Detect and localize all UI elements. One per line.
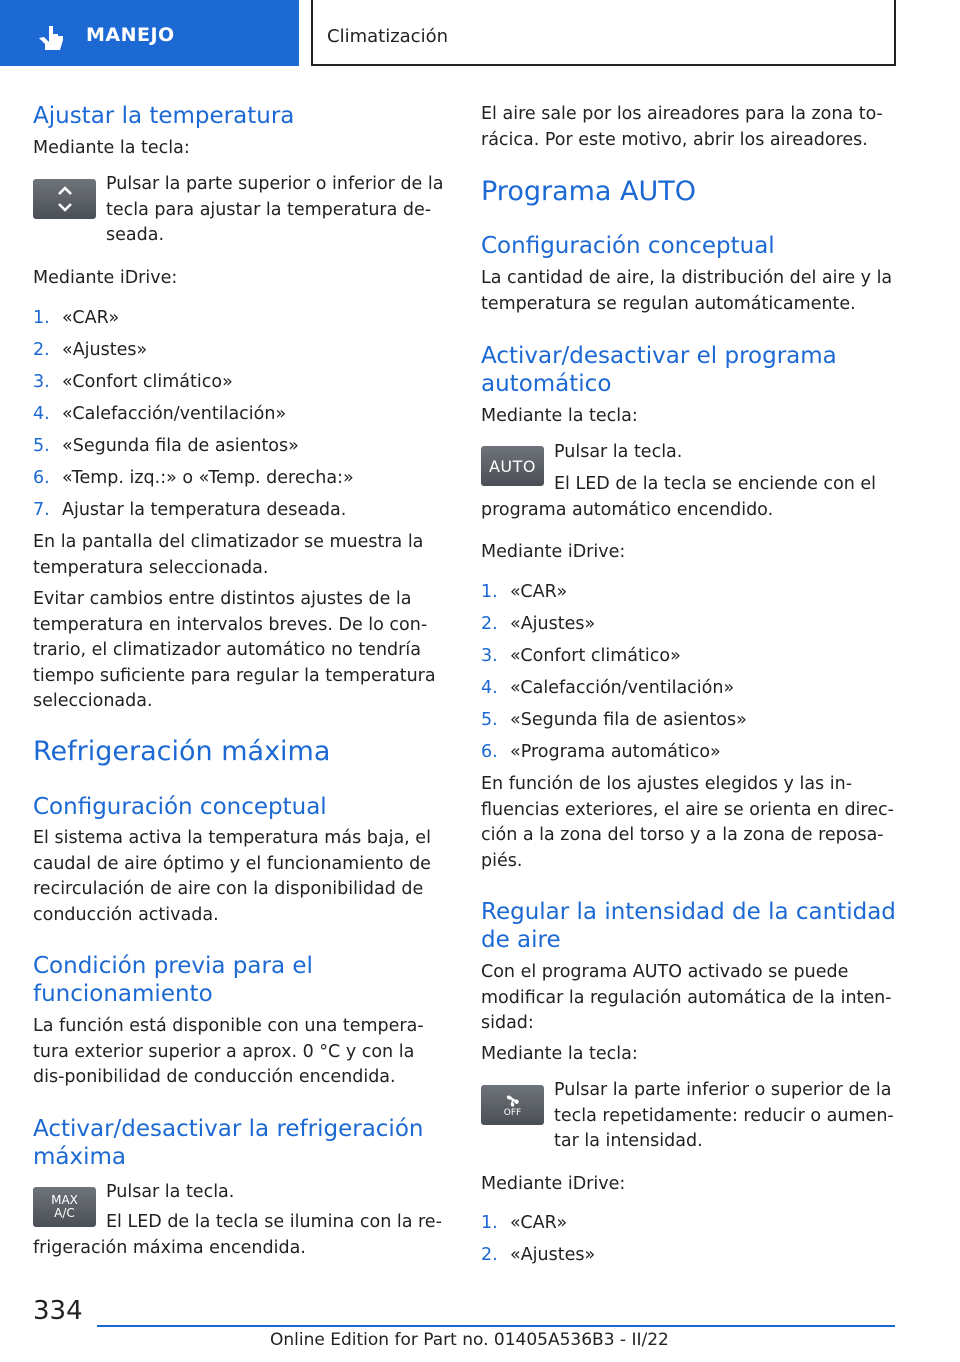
max-ac-text-1: Pulsar la tecla. bbox=[106, 1182, 235, 1202]
list-item: 4. «Calefacción/ventilación» bbox=[33, 404, 287, 424]
heading-refrigeracion: Refrigeración máxima bbox=[33, 736, 331, 767]
text-cantidad: La cantidad de aire, la distribución del aire y la temperatura se regulan automáticamente. bbox=[481, 268, 893, 314]
footer-edition: Online Edition for Part no. 01405A536B3 - II/22 bbox=[270, 1330, 669, 1350]
chapter-title: Climatización bbox=[327, 26, 448, 47]
text-pantalla: En la pantalla del climatizador se muestra la temperatura seleccionada. bbox=[33, 532, 424, 578]
text-mediante-tecla: Mediante la tecla: bbox=[33, 138, 190, 158]
heading-activar-refrig: Activar/desactivar la refrigeración máxima bbox=[33, 1116, 424, 1170]
text-funcion-disponible: La función está disponible con una tempera‐tura exterior superior a aprox. 0 °C y con la dis‐ponibilidad de conducción encendida. bbox=[33, 1016, 424, 1087]
heading-ajustar: Ajustar la temperatura bbox=[33, 103, 295, 129]
list-item: 2. «Ajustes» bbox=[33, 340, 148, 360]
list-item: 6. «Programa automático» bbox=[481, 742, 721, 762]
auto-key-icon: AUTO bbox=[481, 446, 544, 486]
text-mediante-tecla-fan: Mediante la tecla: bbox=[481, 1044, 638, 1064]
steps-list-auto bbox=[481, 580, 896, 772]
temperature-rocker-icon bbox=[33, 179, 96, 219]
temperature-key-row bbox=[33, 172, 448, 252]
steps-list-fan bbox=[481, 1211, 896, 1275]
max-ac-text-2: El LED de la tecla se ilumina con la re‐frigeración máxima encendida. bbox=[33, 1212, 442, 1258]
heading-programa-auto: Programa AUTO bbox=[481, 176, 697, 207]
list-item: 4. «Calefacción/ventilación» bbox=[481, 678, 735, 698]
heading-config-refrig: Configuración conceptual bbox=[33, 794, 327, 820]
steps-list-temperature bbox=[33, 306, 448, 530]
auto-text-1: Pulsar la tecla. bbox=[554, 442, 683, 462]
temperature-key-text: Pulsar la parte superior o inferior de la tecla para ajustar la temperatura de‐seada. bbox=[106, 174, 444, 245]
list-item: 5. «Segunda fila de asientos» bbox=[481, 710, 747, 730]
list-item: 6. «Temp. izq.:» o «Temp. derecha:» bbox=[33, 468, 354, 488]
section-title: MANEJO bbox=[86, 24, 175, 46]
text-evitar: Evitar cambios entre distintos ajustes de la temperatura en intervalos breves. De lo con‐trario, el climatizador automático no tendría tiempo suficiente para regular la temperatura seleccionada. bbox=[33, 589, 436, 711]
text-con-programa: Con el programa AUTO activado se puede modificar la regulación automática de la inten‐sidad: bbox=[481, 962, 892, 1033]
page-number: 334 bbox=[33, 1296, 83, 1326]
fan-key-row bbox=[481, 1078, 896, 1158]
heading-regular: Regular la intensidad de la cantidad de aire bbox=[481, 899, 896, 953]
heading-condicion: Condición previa para el funcionamiento bbox=[33, 953, 313, 1007]
fan-off-key-icon: OFF bbox=[481, 1085, 544, 1125]
heading-config-auto: Configuración conceptual bbox=[481, 233, 775, 259]
list-item: 3. «Confort climático» bbox=[481, 646, 681, 666]
list-item: 2. «Ajustes» bbox=[481, 614, 596, 634]
text-mediante-tecla-auto: Mediante la tecla: bbox=[481, 406, 638, 426]
max-ac-key-icon: MAX A/C bbox=[33, 1187, 96, 1227]
text-mediante-idrive-auto: Mediante iDrive: bbox=[481, 542, 626, 562]
text-en-funcion: En función de los ajustes elegidos y las in‐fluencias exteriores, el aire se orienta en direc‐ción a la zona del torso y a la zona de reposa‐piés. bbox=[481, 774, 894, 871]
section-tab bbox=[0, 0, 299, 66]
text-mediante-idrive: Mediante iDrive: bbox=[33, 268, 178, 288]
text-sistema: El sistema activa la temperatura más baja, el caudal de aire óptimo y el funcionamiento de recirculación de aire con la disponibilidad de conducción activada. bbox=[33, 828, 431, 925]
auto-text-2: El LED de la tecla se enciende con el programa automático encendido. bbox=[481, 474, 877, 520]
footer-divider bbox=[97, 1325, 895, 1327]
heading-activar-auto: Activar/desactivar el programa automático bbox=[481, 343, 837, 397]
list-item: 7. Ajustar la temperatura deseada. bbox=[33, 500, 347, 520]
list-item: 5. «Segunda fila de asientos» bbox=[33, 436, 299, 456]
list-item: 1. «CAR» bbox=[481, 582, 568, 602]
list-item: 1. «CAR» bbox=[33, 308, 120, 328]
list-item: 1. «CAR» bbox=[481, 1213, 568, 1233]
fan-key-text: Pulsar la parte inferior o superior de la tecla repetidamente: reducir o aumen‐tar la intensidad. bbox=[554, 1080, 894, 1151]
list-item: 2. «Ajustes» bbox=[481, 1245, 596, 1265]
text-aire-sale: El aire sale por los aireadores para la zona to‐rácica. Por este motivo, abrir los aireadores. bbox=[481, 104, 883, 150]
chapter-frame bbox=[311, 0, 896, 66]
hand-pointer-icon bbox=[36, 24, 66, 52]
page-header bbox=[0, 0, 960, 66]
list-item: 3. «Confort climático» bbox=[33, 372, 233, 392]
text-mediante-idrive-fan: Mediante iDrive: bbox=[481, 1174, 626, 1194]
